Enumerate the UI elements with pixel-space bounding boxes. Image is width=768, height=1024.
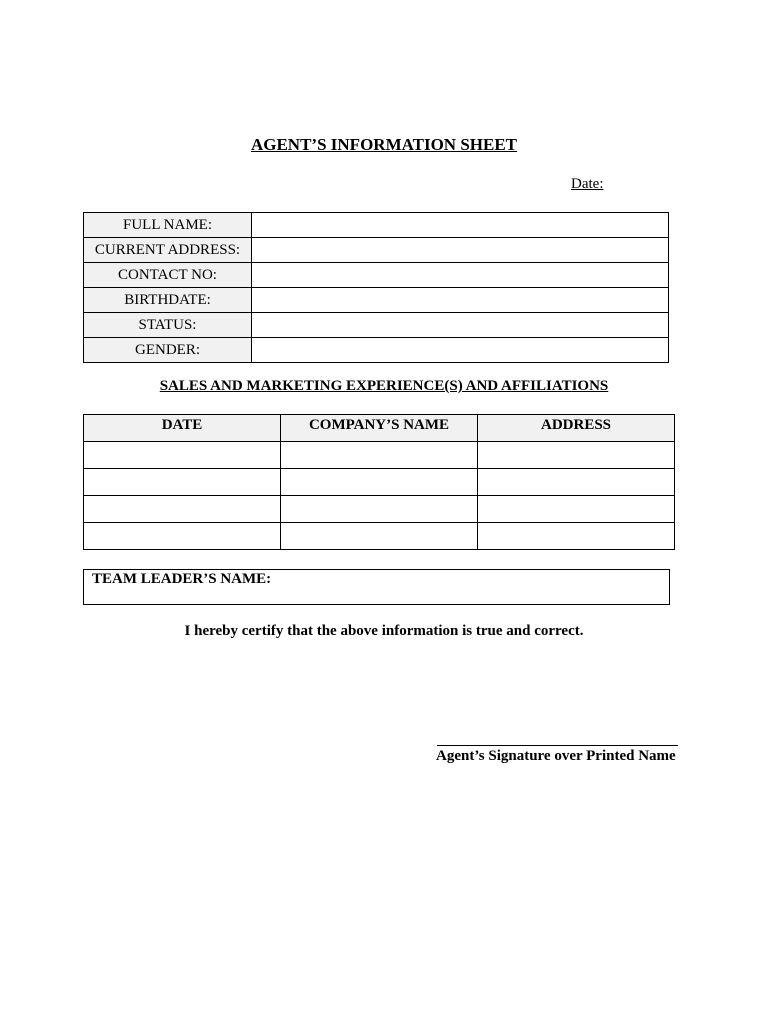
- full-name-field[interactable]: [252, 213, 669, 238]
- status-field[interactable]: [252, 313, 669, 338]
- company-name-cell[interactable]: [281, 442, 478, 469]
- info-row-contact-no: [84, 263, 669, 288]
- date-cell[interactable]: [84, 469, 281, 496]
- date-cell[interactable]: [84, 523, 281, 550]
- company-name-cell[interactable]: [281, 469, 478, 496]
- table-row: [84, 523, 675, 550]
- address-cell[interactable]: [478, 442, 675, 469]
- signature-line[interactable]: [437, 745, 678, 746]
- full-name-label: FULL NAME:: [84, 213, 252, 238]
- status-label: STATUS:: [84, 313, 252, 338]
- gender-label: GENDER:: [84, 338, 252, 363]
- address-column-header: ADDRESS: [478, 415, 675, 442]
- current-address-field[interactable]: [252, 238, 669, 263]
- team-leader-box[interactable]: [83, 569, 670, 605]
- sheet-title: AGENT’S INFORMATION SHEET: [250, 135, 518, 154]
- table-row: [84, 442, 675, 469]
- address-cell[interactable]: [478, 523, 675, 550]
- date-label: Date:: [571, 176, 604, 192]
- experience-table: [83, 414, 675, 550]
- info-row-birthdate: [84, 288, 669, 313]
- company-name-cell[interactable]: [281, 523, 478, 550]
- agent-info-table: [83, 212, 669, 363]
- current-address-label: CURRENT ADDRESS:: [84, 238, 252, 263]
- company-name-column-header: COMPANY’S NAME: [281, 415, 478, 442]
- experience-heading: SALES AND MARKETING EXPERIENCE(S) AND AFFILIATIONS: [159, 378, 609, 394]
- table-row: [84, 469, 675, 496]
- date-cell[interactable]: [84, 442, 281, 469]
- gender-field[interactable]: [252, 338, 669, 363]
- contact-no-field[interactable]: [252, 263, 669, 288]
- table-row: [84, 496, 675, 523]
- address-cell[interactable]: [478, 496, 675, 523]
- birthdate-label: BIRTHDATE:: [84, 288, 252, 313]
- team-leader-label: TEAM LEADER’S NAME:: [92, 571, 272, 587]
- address-cell[interactable]: [478, 469, 675, 496]
- date-column-header: DATE: [84, 415, 281, 442]
- info-row-current-address: [84, 238, 669, 263]
- info-row-full-name: [84, 213, 669, 238]
- signature-label: Agent’s Signature over Printed Name: [436, 748, 676, 764]
- birthdate-field[interactable]: [252, 288, 669, 313]
- info-row-status: [84, 313, 669, 338]
- contact-no-label: CONTACT NO:: [84, 263, 252, 288]
- date-cell[interactable]: [84, 496, 281, 523]
- experience-header-row: [84, 415, 675, 442]
- company-name-cell[interactable]: [281, 496, 478, 523]
- certification-statement: I hereby certify that the above information is true and correct.: [184, 623, 584, 639]
- info-row-gender: [84, 338, 669, 363]
